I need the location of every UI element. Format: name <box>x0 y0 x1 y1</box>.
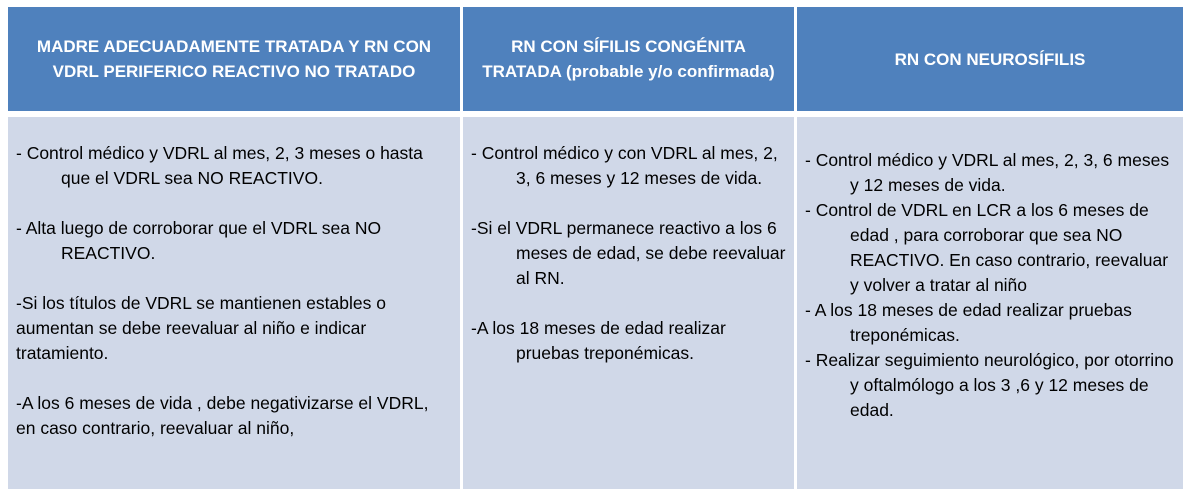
col-3-item: - Realizar seguimiento neurológico, por otorrino y oftalmólogo a los 3 ,6 y 12 meses de edad. <box>805 350 1174 420</box>
col-3-item: - A los 18 meses de edad realizar pruebas treponémicas. <box>805 300 1132 345</box>
header-col-1 <box>8 7 460 111</box>
col-3-item: - Control de VDRL en LCR a los 6 meses de edad , para corroborar que sea NO REACTIVO. En caso contrario, reevaluar y volver a tratar al niño <box>805 200 1169 295</box>
body-col-1 <box>8 117 460 489</box>
col-1-item: - Alta luego de corroborar que el VDRL sea NO REACTIVO. <box>16 218 382 263</box>
header-col-2 <box>463 7 794 111</box>
col-1-item: -Si los títulos de VDRL se mantienen estables o aumentan se debe reevaluar al niño e indicar tratamiento. <box>16 293 386 363</box>
body-col-3 <box>797 117 1183 489</box>
col-1-item: - Control médico y VDRL al mes, 2, 3 meses o hasta que el VDRL sea NO REACTIVO. <box>16 143 423 188</box>
header-col-1-text: MADRE ADECUADAMENTE TRATADA Y RN CON VDRL PERIFERICO REACTIVO NO TRATADO <box>36 37 432 81</box>
header-col-3-text: RN CON NEUROSÍFILIS <box>894 49 1086 69</box>
col-2-item: -Si el VDRL permanece reactivo a los 6 meses de edad, se debe reevaluar al RN. <box>471 218 786 288</box>
header-col-2-text: RN CON SÍFILIS CONGÉNITA TRATADA (probable y/o confirmada) <box>482 37 775 81</box>
body-col-2 <box>463 117 794 489</box>
col-2-item: -A los 18 meses de edad realizar pruebas treponémicas. <box>471 318 726 363</box>
follow-up-table <box>8 7 1183 489</box>
col-2-item: - Control médico y con VDRL al mes, 2, 3, 6 meses y 12 meses de vida. <box>471 143 778 188</box>
col-3-item: - Control médico y VDRL al mes, 2, 3, 6 meses y 12 meses de vida. <box>805 150 1170 195</box>
col-1-item: -A los 6 meses de vida , debe negativizarse el VDRL, en caso contrario, reevaluar al niño, <box>16 393 429 438</box>
header-col-3 <box>797 7 1183 111</box>
